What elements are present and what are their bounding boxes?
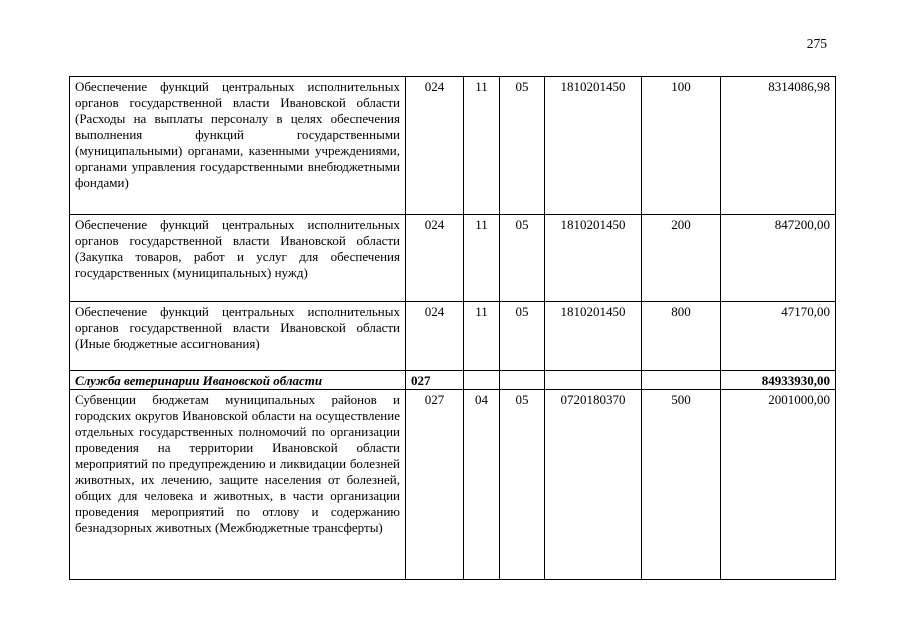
section-code-cell: 04 [464,390,500,580]
ministry-code-cell: 024 [406,302,464,371]
subsection-code-cell: 05 [500,215,545,302]
ministry-code-cell: 024 [406,215,464,302]
expense-type-cell: 200 [642,215,721,302]
table-row [70,77,836,215]
target-article-cell: 0720180370 [545,390,642,580]
section-code-cell: 11 [464,215,500,302]
table-row [70,390,836,580]
subsection-code-cell: 05 [500,302,545,371]
amount-cell: 47170,00 [721,302,836,371]
table-row [70,302,836,371]
subsection-code-cell: 05 [500,77,545,215]
amount-cell: 847200,00 [721,215,836,302]
expense-type-cell: 500 [642,390,721,580]
table-row [70,215,836,302]
amount-cell: 8314086,98 [721,77,836,215]
target-article-cell: 1810201450 [545,215,642,302]
budget-table [69,76,836,580]
target-article-cell [545,371,642,390]
amount-cell: 2001000,00 [721,390,836,580]
row-name-cell: Обеспечение функций центральных исполнительных органов государственной власти Ивановской области (Закупка товаров, работ и услуг для обеспечения государственных (муниципальных) нужд) [70,215,406,302]
page-number: 275 [806,36,827,51]
ministry-code-cell: 027 [406,390,464,580]
section-code-cell: 11 [464,302,500,371]
expense-type-cell: 100 [642,77,721,215]
expense-type-cell [642,371,721,390]
ministry-code-cell: 027 [406,371,464,390]
table-row-section-total [70,371,836,390]
subsection-code-cell [500,371,545,390]
section-code-cell [464,371,500,390]
ministry-code-cell: 024 [406,77,464,215]
row-name-cell: Обеспечение функций центральных исполнительных органов государственной власти Ивановской области (Расходы на выплаты персоналу в целях обеспечения выполнения функций государственными (муниципальными) органами, казенными учреждениями, органами управления государственными внебюджетными фондами) [70,77,406,215]
row-name-cell: Субвенции бюджетам муниципальных районов и городских округов Ивановской области на осуществление отдельных государственных полномочий по организации проведения на территории Ивановской области мероприятий по предупреждению и ликвидации болезней животных, их лечению, защите населения от болезней, общих для человека и животных, в части организации проведения мероприятий по отлову и содержанию безнадзорных животных (Межбюджетные трансферты) [70,390,406,580]
subsection-code-cell: 05 [500,390,545,580]
target-article-cell: 1810201450 [545,77,642,215]
section-code-cell: 11 [464,77,500,215]
expense-type-cell: 800 [642,302,721,371]
row-name-cell: Обеспечение функций центральных исполнительных органов государственной власти Ивановской области (Иные бюджетные ассигнования) [70,302,406,371]
section-name-cell: Служба ветеринарии Ивановской области [70,371,406,390]
target-article-cell: 1810201450 [545,302,642,371]
amount-cell: 84933930,00 [721,371,836,390]
